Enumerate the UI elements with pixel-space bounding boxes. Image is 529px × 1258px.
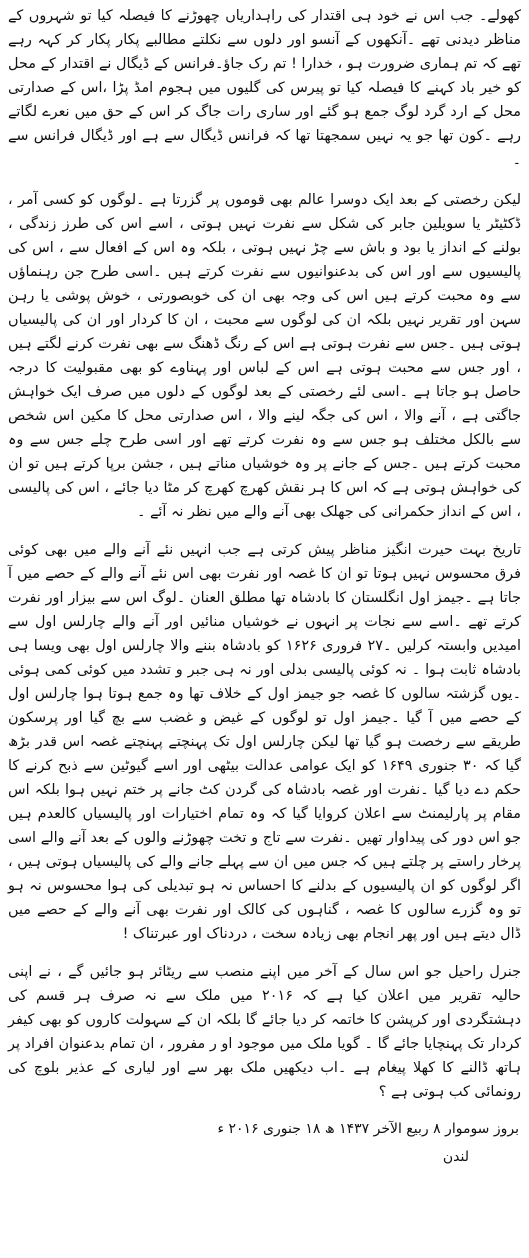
paragraph-departure: لیکن رخصتی کے بعد ایک دوسرا عالم بھی قوموں پر گزرتا ہے ۔لوگوں کو کسی آمر ، ڈکٹیٹر یا سویلین جابر کی شکل سے نفرت نہیں ہوتی ، اسے اس کی طرز زندگی ، بولنے کے انداز یا بود و باش سے چڑ نہیں ہوتی ، بلکہ وہ اس کے افعال سے ، اس کی پالیسیوں سے اور اس کی بدعنوانیوں سے نفرت کرتے ہیں ۔اسی طرح جن رہنماؤں سے وہ محبت کرتے ہیں اس کی وجہ بھی ان کی خوبصورتی ، خوش پوشی یا رہن سہن اور تقریر نہیں بلکہ ان کی لوگوں سے محبت ، ان کا کردار اور ان کی پالیسیاں ہوتی ہیں ۔جس سے نفرت ہوتی ہے اس کے رنگ ڈھنگ سے بھی نفرت کرنے لگتے ہیں ، اور جس سے محبت ہوتی ہے اس کے لباس اور پہناوے کو بھی مقبولیت کا درجہ حاصل ہو جاتا ہے ۔اسی لئے رخصتی کے بعد لوگوں کے دلوں میں صرف ایک خواہش جاگتی ہے ، آنے والا ، اس کی جگہ لینے والا ، اس صدارتی محل کا مکین اس شخص سے بالکل مختلف ہو جس سے وہ نفرت کرتے تھے اور اسی طرح چلے جس سے وہ محبت کرتے ہیں ۔جس کے جانے پر وہ خوشیاں مناتے ہیں ، جشن برپا کرتے ہیں تو ان کی خواہش ہوتی ہے کہ اس کا ہر نقش کھرچ کھرچ کر مٹا دیا جائے ، اس کی پالیسی ، اس کے انداز حکمرانی کی جھلک بھی آنے والے میں نظر نہ آئے ۔ [8,192,521,520]
paragraph-history: تاریخ بہت حیرت انگیز مناظر پیش کرتی ہے جب انہیں نئے آنے والے میں بھی کوئی فرق محسوس نہیں ہوتا تو ان کا غصہ اور نفرت بھی اس نئے آنے والے کے حصے میں آ جاتا ہے ۔جیمز اول انگلستان کا بادشاہ تھا مطلق العنان ۔لوگ اس سے بیزار اور نفرت کرتے تھے ۔اسے سے نجات پر انہوں نے خوشیاں منائیں اور آنے والے چارلس اول سے امیدیں وابستہ کرلیں ۔۲۷ فروری ۱۶۲۶ کو بادشاہ بننے والا چارلس اول بھی ویسا ہی بادشاہ ثابت ہوا ۔ نہ کوئی پالیسی بدلی اور نہ ہی جبر و تشدد میں کوئی کمی ہوئی ۔یوں گزشتہ سالوں کا غصہ جو جیمز اول کے خلاف تھا وہ جمع ہوتا ہوا چارلس اول کے حصے میں آ گیا ۔جیمز اول تو لوگوں کے غیض و غضب سے بچ گیا اور پرسکون طریقے سے رخصت ہو گیا تھا لیکن چارلس اول تک پہنچتے پہنچتے غصہ اس قدر بڑھ گیا کہ ۳۰ جنوری ۱۶۴۹ کو ایک عوامی عدالت بیٹھی اور اسے گیوٹین سے ذبح کرنے کا حکم دے دیا گیا ۔نفرت اور غصہ بادشاہ کی گردن کٹ جانے پر ختم نہیں ہوا بلکہ اس مقام پر پارلیمنٹ سے اعلان کروایا گیا کہ وہ تمام اختیارات اور پالیسیاں کالعدم ہیں جو اس دور کی پیداوار تھیں ۔نفرت سے تاج و تخت چھوڑنے والوں کے بعد آنے والے اسی پرخار راستے پر چلتے ہیں کہ جس میں ان سے پہلے جانے والے کی پالیسیاں ہوتی ہیں ، اگر لوگوں کو ان پالیسیوں کے بدلنے کا احساس نہ ہو تبدیلی کی ہوا محسوس نہ ہو تو وہ گزرے سالوں کا غصہ ، گناہوں کی کالک اور نفرت بھی آنے والے کے حصے میں ڈال دیتے ہیں اور پھر انجام بھی زیادہ سخت ، دردناک اور عبرتناک ! [8,542,521,942]
paragraph-general-raheel: جنرل راحیل جو اس سال کے آخر میں اپنے منصب سے ریٹائر ہو جائیں گے ، نے اپنی حالیہ تقریر میں اعلان کیا ہے کہ ۲۰۱۶ میں ملک سے نہ صرف ہر قسم کی دہشتگردی اور کرپشن کا خاتمہ کر دیا جائے گا بلکہ ان کے سہولت کاروں کو بھی کیفر کردار تک پہنچایا جائے گا ۔ گویا ملک میں موجود او ر مفرور ، ان تمام بدعنوان افراد پر ہاتھ ڈالنے کا کھلا پیغام ہے ۔اب دیکھیں ملک بھر سے اور لیاری کے عذیر بلوچ کی رونمائی کب ہوتی ہے ؟ [8,964,522,1100]
paragraph-opening: کھولے۔ جب اس نے خود ہی اقتدار کی راہداریاں چھوڑنے کا فیصلہ کیا تو شہروں کے مناظر دیدنی تھے ۔آنکھوں کے آنسو اور دلوں سے نکلتے مطالبے پکار پکار کر کہہ رہے تھے کہ تم ہماری ضرورت ہو ، خدارا ! تم رک جاؤ۔فرانس کے ڈیگال نے اقتدار کے محل کو خیر باد کہنے کا فیصلہ کیا تو پیرس کی گلیوں میں ہجوم امڈ پڑا ،اس کے صدارتی محل کے ارد گرد لوگ جمع ہو گئے اور ساری رات جاگ کر اس کے حق میں نعرے لگاتے رہے ۔کون تھا جو یہ نہیں سمجھتا تھا کہ فرانس ڈیگال سے ہے اور ڈیگال فرانس سے ۔ [8,8,521,168]
place-name: لندن [442,1149,469,1165]
dateline: بروز سوموار ۸ ربیع الآخر ۱۴۳۷ ھ ۱۸ جنوری ۲۰۱۶ ء [217,1121,519,1137]
